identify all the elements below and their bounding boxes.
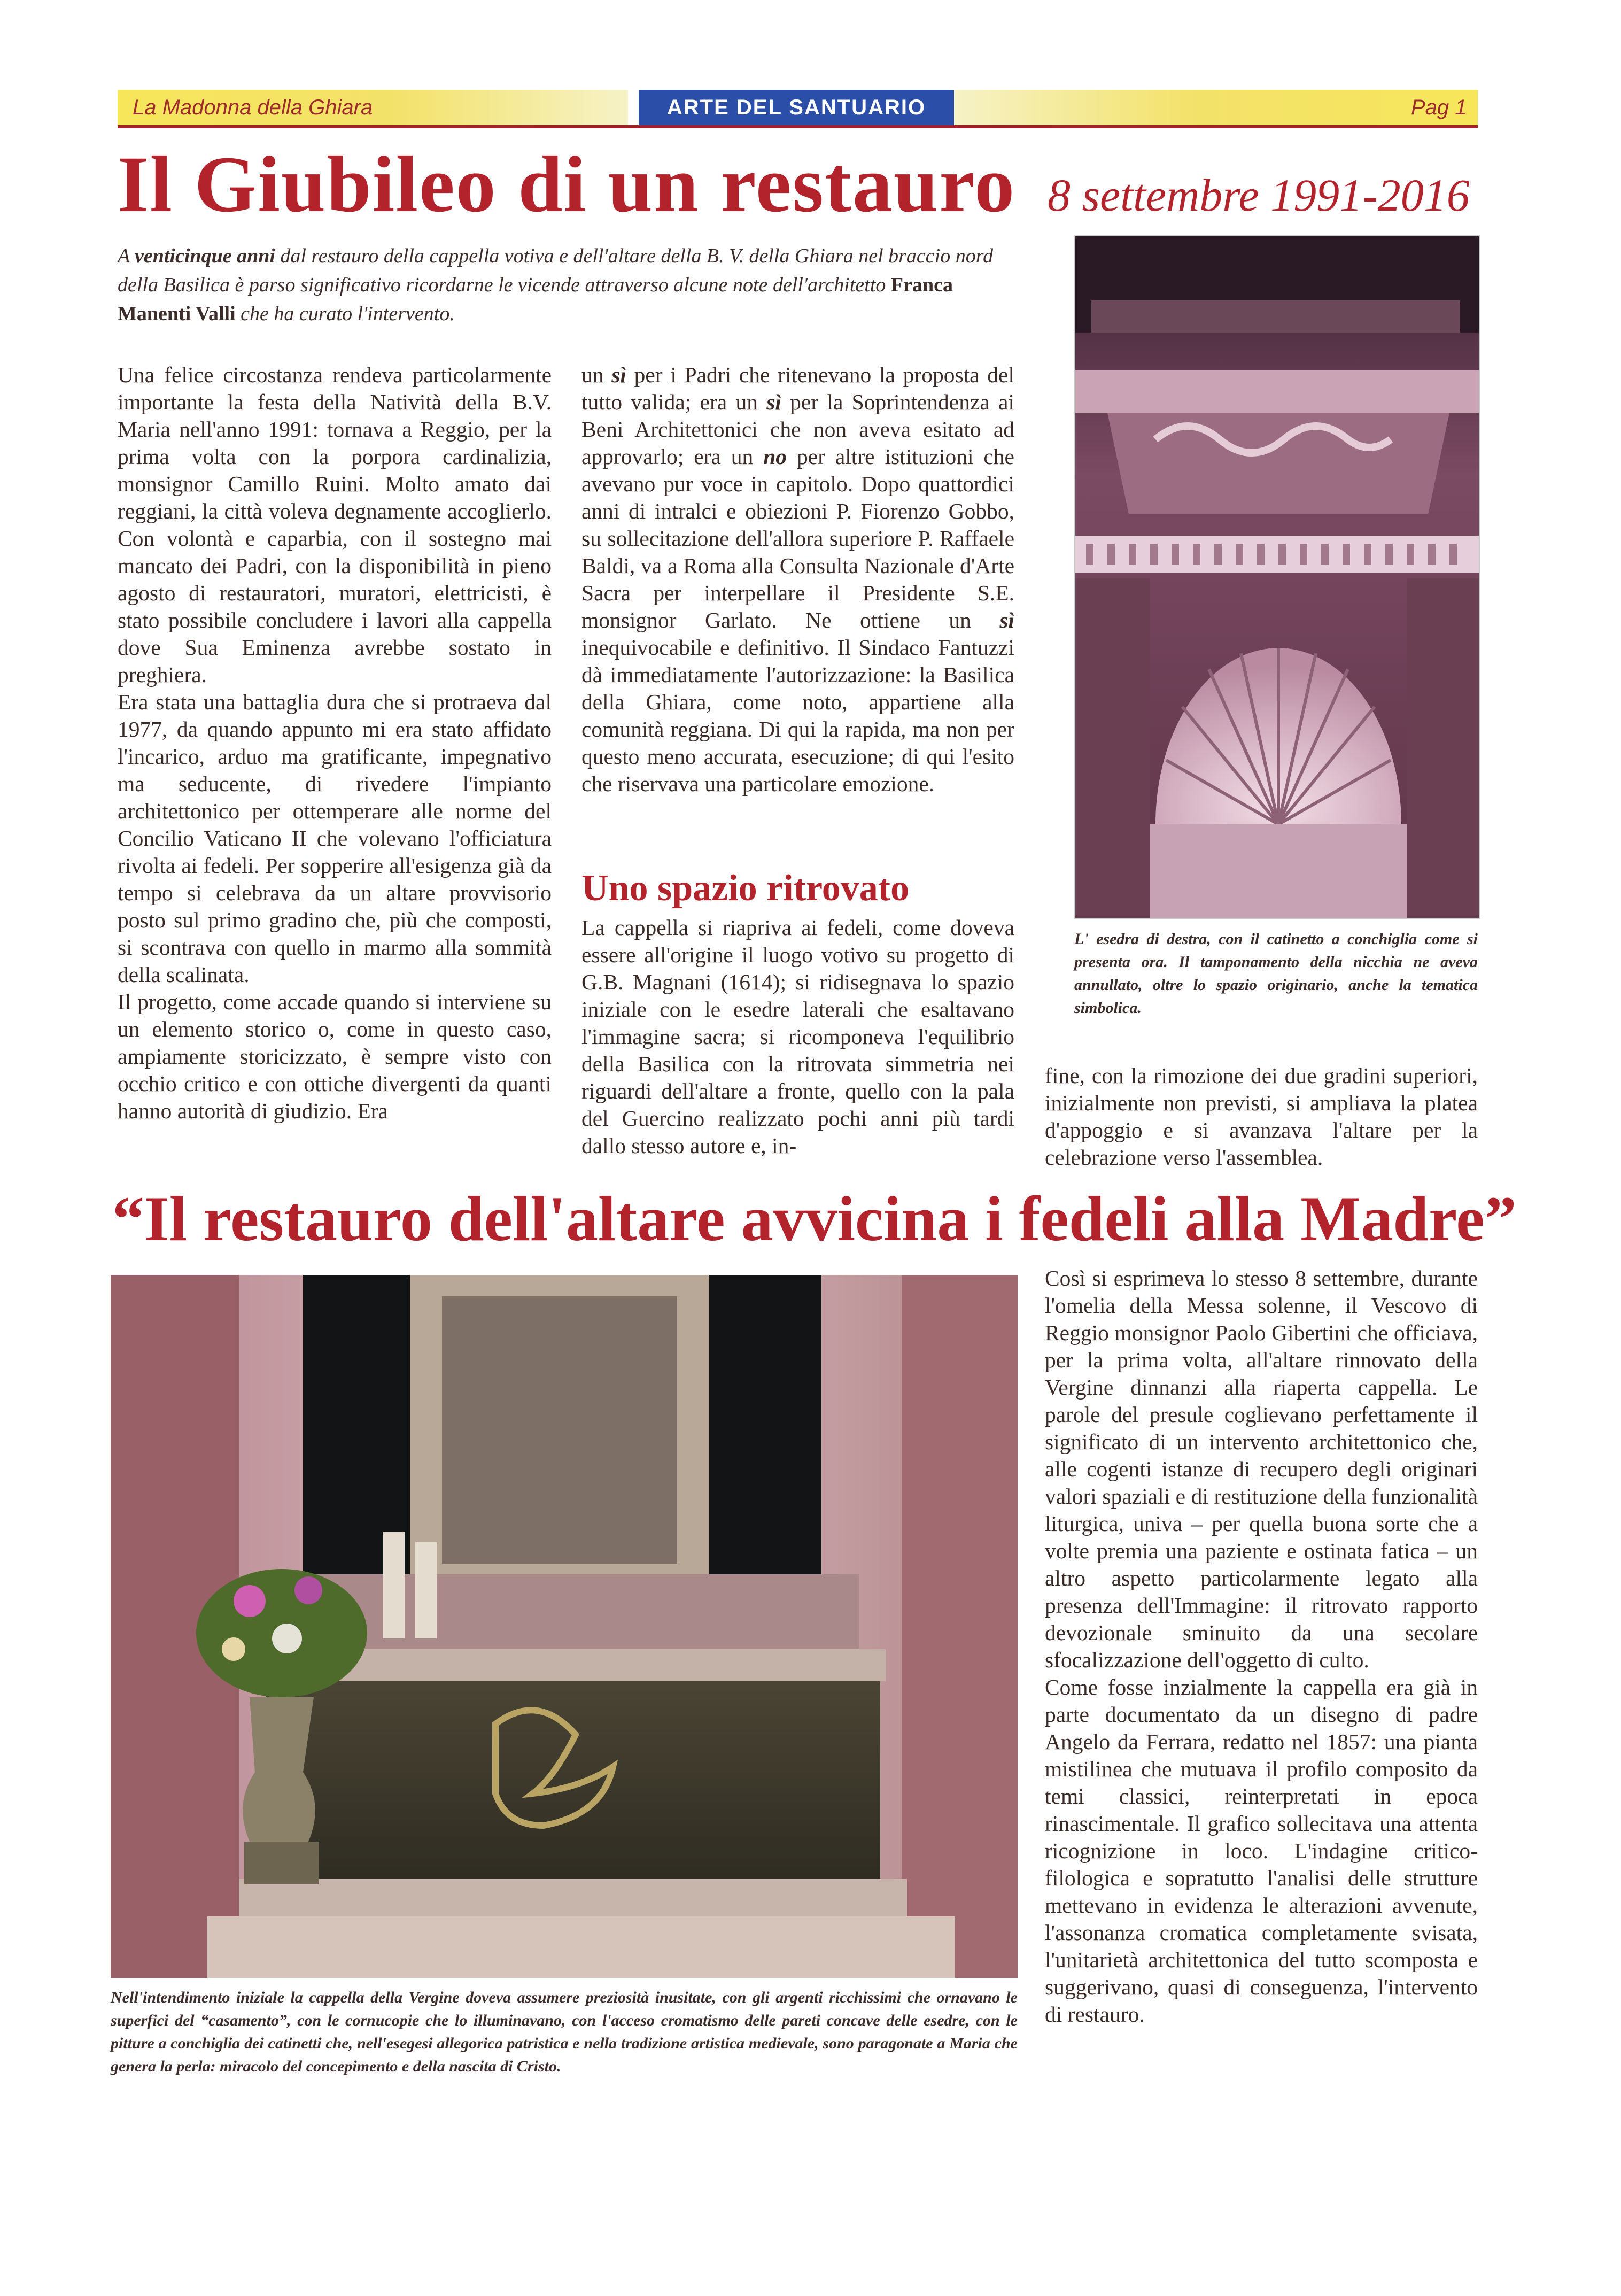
caption-top-photo: L' esedra di destra, con il catinetto a conchiglia come si presenta ora. Il tamponamento della nicchia ne aveva annullato, oltre lo spazio originario, anche la tematica simbolica. — [1074, 930, 1478, 1017]
header-band-right — [954, 90, 1478, 125]
paragraph: un sì per i Padri che ritenevano la proposta del tutto valida; era un sì per la Soprintendenza ai Beni Architettonici che non aveva esitato ad approvarlo; era un no per altre istituzioni che avevano pur voce in capitolo. Dopo quattordici anni di intralci e obiezioni P. Fiorenzo Gobbo, su sollecitazione dell'allora superiore P. Raffaele Baldi, va a Roma alla Consulta Nazionale d'Arte Sacra per interpellare il Presidente S.E. monsignor Garlato. Ne ottiene un sì inequivocabile e definitivo. Il Sindaco Fantuzzi dà immediatamente l'autorizzazione: la Basilica della Ghiara, come noto, appartiene alla comunità reggiana. Di qui la rapida, ma non per questo meno accurata, esecuzione; di qui l'esito che riservava una particolare emozione. — [581, 362, 1015, 796]
author-name: Franca Manenti Valli — [118, 274, 953, 325]
column-2-continued — [581, 914, 1014, 1159]
article-date-range: 8 settembre 1991-2016 — [1048, 169, 1470, 221]
section-subtitle: Uno spazio ritrovato — [581, 868, 910, 909]
photo-altar — [111, 1275, 1018, 1978]
paragraph: fine, con la rimozione dei due gradini superiori, inizialmente non previsti, si ampliava la platea d'appoggio e si avanzava l'altare per la celebrazione verso l'assemblea. — [1045, 1063, 1478, 1170]
column-1 — [118, 361, 552, 1125]
header-rule — [118, 125, 1478, 128]
lede-highlight: venticinque anni — [135, 245, 275, 267]
article-title: Il Giubileo di un restauro — [118, 140, 1016, 229]
altar-image — [111, 1275, 1018, 1978]
column-3-continued — [1045, 1062, 1478, 1171]
photo-esedra — [1074, 235, 1480, 919]
paragraph: La cappella si riapriva ai fedeli, come doveva essere all'origine il luogo votivo su progetto di G.B. Magnani (1614); si ridisegnava lo spazio iniziale con le esedre laterali che esaltavano l'immagine sacra; si ricomponeva l'equilibrio della Basilica con la ritrovata simmetria nei riguardi dell'altare a fronte, quello con la pala del Guercino realizzato pochi anni più tardi dallo stesso autore e, in- — [581, 915, 1014, 1158]
shell-niche-image — [1075, 236, 1479, 918]
caption-bottom-photo: Nell'intendimento iniziale la cappella della Vergine doveva assumere preziosità inusitate, con gli argenti ricchissimi che ornavano le superfici del “casamento”, con le cornucopie che lo illuminavano, con l'acceso cromatismo delle pareti concave delle esedre, con le pitture a conchiglia dei catinetti che, nell'esegesi allegorica patristica e nella tradizione artistica medievale, sono paragonate a Maria che genera la perla: miracolo del concepimento e della nascita di Cristo. — [111, 1989, 1018, 2075]
paragraph: Era stata una battaglia dura che si protraeva dal 1977, da quando appunto mi era stato affidato l'incarico, arduo ma gratificante, impegnativo ma seducente, di rivedere l'impianto architettonico per ottemperare alle norme del Concilio Vaticano II che volevano l'officiatura rivolta ai fedeli. Per sopperire all'esigenza già da tempo si celebrava da un altare provvisorio posto sul primo gradino che, più che composti, si scontrava con quello in marmo alla sommità della scalinata. — [118, 690, 552, 987]
paragraph: Il progetto, come accade quando si interviene su un elemento storico o, come in questo caso, ampiamente storicizzato, è sempre visto con occhio critico e con ottiche divergenti da quanti hanno autorità di giudizio. Era — [118, 989, 552, 1123]
pull-quote-headline: “Il restauro dell'altare avvicina i fedeli alla Madre” — [112, 1183, 1517, 1254]
publication-name: La Madonna della Ghiara — [133, 96, 373, 119]
article-lede: A venticinque anni dal restauro della cappella votiva e dell'altare della B. V. della Ghiara nel braccio nord della Basilica è parso significativo ricordarne le vicende attraverso alcune note dell'architetto Franca Manenti Valli che ha curato l'intervento. — [118, 245, 994, 325]
paragraph: Come fosse inzialmente la cappella era già in parte documentato da un disegno di padre Angelo da Ferrara, redatto nel 1857: una pianta mistilinea che mutuava il profilo composito da temi classici, reinterpretati in epoca rinascimentale. Il grafico sollecitava una attenta ricognizione in loco. L'indagine critico-filologica e sopratutto l'analisi delle strutture mettevano in evidenza le alterazioni avvenute, l'assonanza cromatica completamente svisata, l'unitarietà architettonica del tutto scomposta e suggerivano, quasi di conseguenza, l'intervento di restauro. — [1045, 1675, 1478, 2027]
section-label: ARTE DEL SANTUARIO — [666, 96, 926, 119]
paragraph: Così si esprimeva lo stesso 8 settembre, durante l'omelia della Messa solenne, il Vescovo di Reggio monsignor Paolo Gibertini che officiava, per la prima volta, all'altare rinnovato della Vergine dinnanzi alla riaperta cappella. Le parole del presule coglievano perfettamente il significato di un intervento architettonico che, alle cogenti istanze di recupero degli originari valori spaziali e di restituzione della funzionalità liturgica, univa – per quella buona sorte che a volte premia una paziente e ostinata fatica – un altro aspetto particolarmente legato alla presenza dell'Immagine: il ritrovato rapporto devozionale sminuito da una secolare sfocalizzazione dell'oggetto di culto. — [1045, 1266, 1478, 1672]
paragraph: Una felice circostanza rendeva particolarmente importante la festa della Natività della B.V. Maria nell'anno 1991: tornava a Reggio, per la prima volta con la porpora cardinalizia, monsignor Camillo Ruini. Molto amato dai reggiani, la città voleva degnamente accoglierlo. Con volontà e caparbia, con il sostegno mai mancato dei Padri, con la disponibilità in pieno agosto di restauratori, muratori, elettricisti, è stato possibile concludere i lavori alla cappella dove Sua Eminenza avrebbe sostato in preghiera. — [118, 362, 552, 687]
page-number: Pag 1 — [1411, 96, 1467, 119]
column-2 — [581, 361, 1014, 798]
column-4 — [1045, 1265, 1478, 2028]
